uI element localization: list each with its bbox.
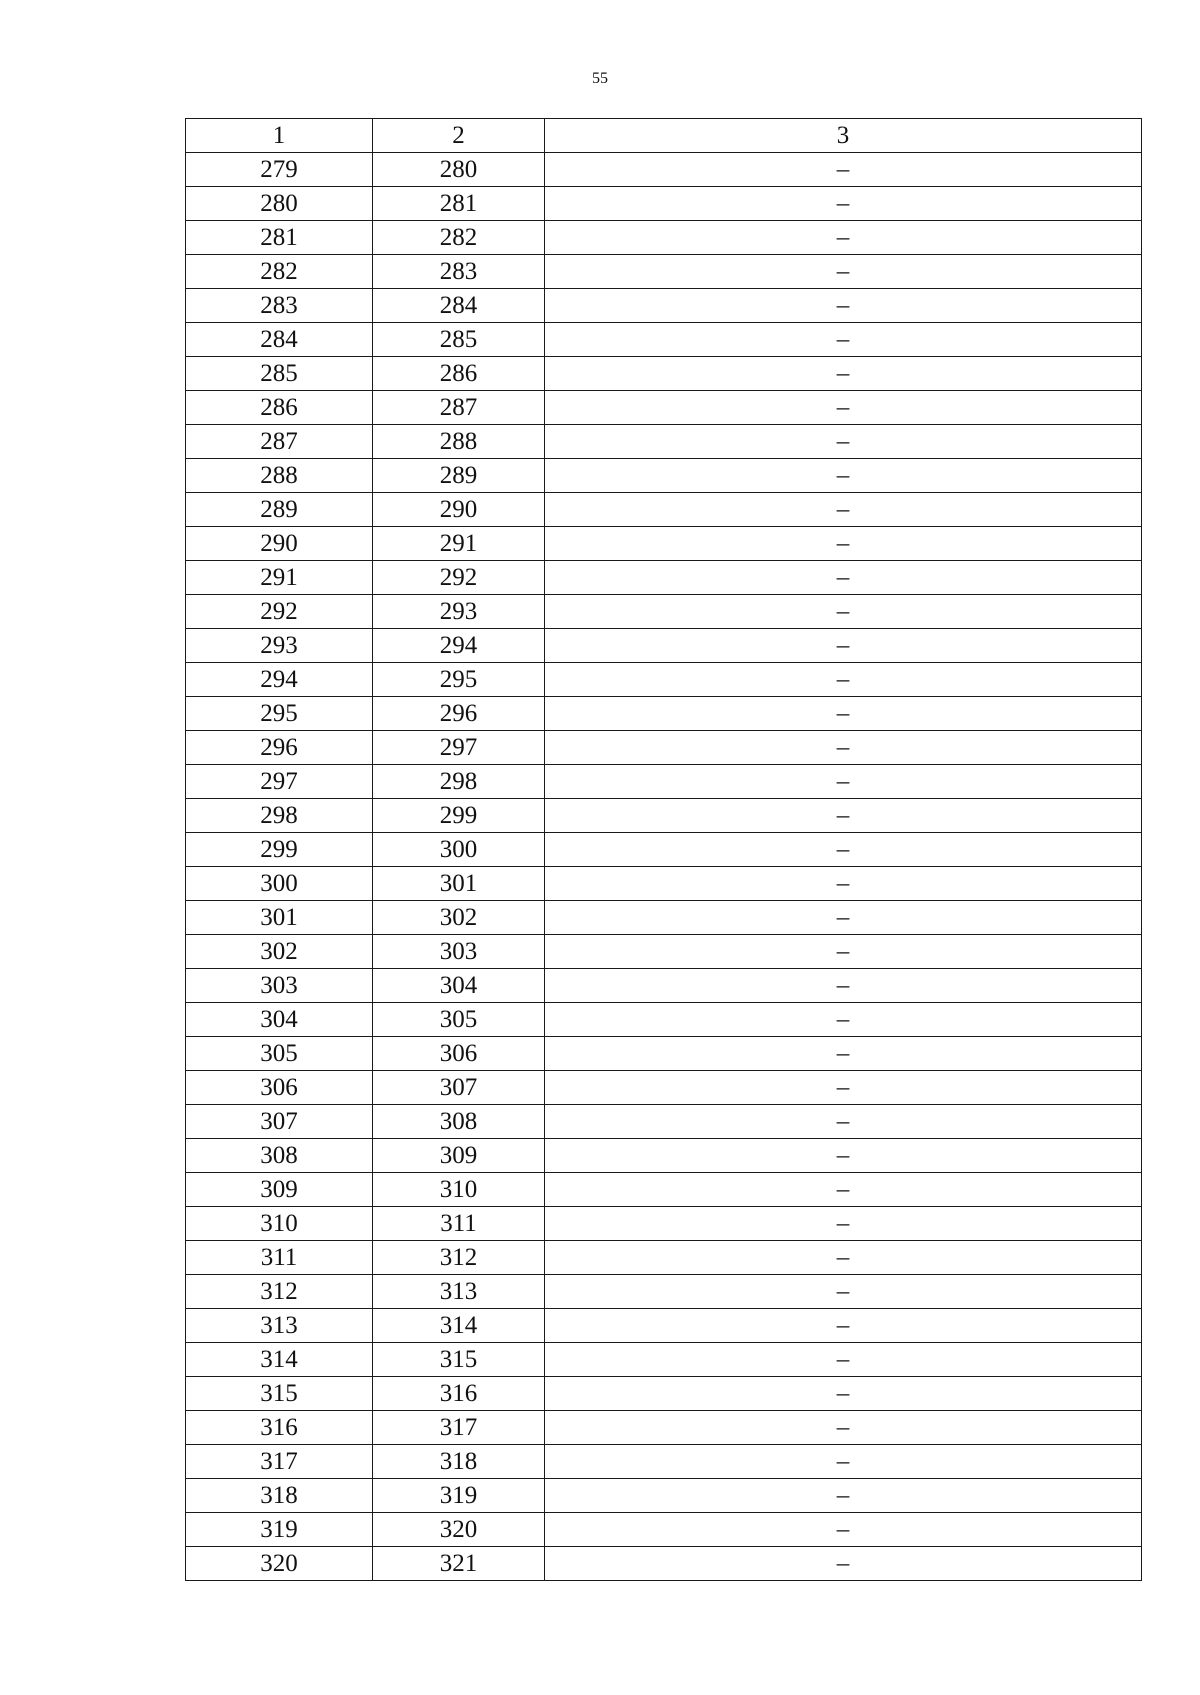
- table-cell-col-1: 320: [186, 1547, 373, 1581]
- table-cell-col-2: 314: [373, 1309, 545, 1343]
- table-cell-col-3: –: [545, 901, 1142, 935]
- table-row: [186, 289, 1142, 323]
- table-cell-col-1: 285: [186, 357, 373, 391]
- table-cell-col-1: 309: [186, 1173, 373, 1207]
- page-number: 55: [592, 70, 608, 87]
- table-cell-col-3: –: [545, 221, 1142, 255]
- table-cell-col-2: 309: [373, 1139, 545, 1173]
- table-cell-col-3: –: [545, 731, 1142, 765]
- table-row: [186, 697, 1142, 731]
- header-cell-col-3: 3: [545, 119, 1142, 153]
- table-cell-col-3: –: [545, 289, 1142, 323]
- table-row: [186, 153, 1142, 187]
- header-cell-col-1: 1: [186, 119, 373, 153]
- table-cell-col-1: 279: [186, 153, 373, 187]
- table-cell-col-3: –: [545, 1241, 1142, 1275]
- table-row: [186, 1037, 1142, 1071]
- table-cell-col-3: –: [545, 493, 1142, 527]
- table-row: [186, 935, 1142, 969]
- table-row: [186, 255, 1142, 289]
- table-row: [186, 1139, 1142, 1173]
- table-row: [186, 1105, 1142, 1139]
- table-cell-col-1: 296: [186, 731, 373, 765]
- table-cell-col-3: –: [545, 1105, 1142, 1139]
- table-cell-col-1: 288: [186, 459, 373, 493]
- table-row: [186, 1547, 1142, 1581]
- table-row: [186, 833, 1142, 867]
- table-cell-col-3: –: [545, 833, 1142, 867]
- table-cell-col-2: 286: [373, 357, 545, 391]
- table-cell-col-2: 307: [373, 1071, 545, 1105]
- table-cell-col-2: 316: [373, 1377, 545, 1411]
- table-row: [186, 1071, 1142, 1105]
- table-cell-col-3: –: [545, 561, 1142, 595]
- table-row: [186, 595, 1142, 629]
- table-cell-col-1: 295: [186, 697, 373, 731]
- table-cell-col-2: 303: [373, 935, 545, 969]
- table-cell-col-2: 288: [373, 425, 545, 459]
- table-row: [186, 357, 1142, 391]
- table-row: [186, 187, 1142, 221]
- table-cell-col-3: –: [545, 1037, 1142, 1071]
- table-cell-col-1: 312: [186, 1275, 373, 1309]
- table-cell-col-3: –: [545, 867, 1142, 901]
- table-cell-col-3: –: [545, 1377, 1142, 1411]
- table-cell-col-3: –: [545, 663, 1142, 697]
- table-cell-col-3: –: [545, 1513, 1142, 1547]
- table-cell-col-3: –: [545, 1207, 1142, 1241]
- table-row: [186, 1173, 1142, 1207]
- table-cell-col-3: –: [545, 1309, 1142, 1343]
- table-cell-col-2: 285: [373, 323, 545, 357]
- table-cell-col-1: 302: [186, 935, 373, 969]
- table-cell-col-2: 320: [373, 1513, 545, 1547]
- table-cell-col-2: 305: [373, 1003, 545, 1037]
- table-cell-col-3: –: [545, 1275, 1142, 1309]
- table-cell-col-1: 282: [186, 255, 373, 289]
- table-cell-col-1: 293: [186, 629, 373, 663]
- table-row: [186, 1377, 1142, 1411]
- table-cell-col-1: 294: [186, 663, 373, 697]
- table-cell-col-1: 289: [186, 493, 373, 527]
- table-cell-col-1: 290: [186, 527, 373, 561]
- table-cell-col-3: –: [545, 1547, 1142, 1581]
- table-cell-col-1: 306: [186, 1071, 373, 1105]
- table-cell-col-3: –: [545, 799, 1142, 833]
- header-cell-col-2: 2: [373, 119, 545, 153]
- table-row: [186, 1309, 1142, 1343]
- table-cell-col-2: 284: [373, 289, 545, 323]
- table-cell-col-3: –: [545, 187, 1142, 221]
- table-cell-col-2: 283: [373, 255, 545, 289]
- table-row: [186, 1411, 1142, 1445]
- table-row: [186, 221, 1142, 255]
- table-row: [186, 527, 1142, 561]
- table-cell-col-3: –: [545, 1445, 1142, 1479]
- table-cell-col-1: 305: [186, 1037, 373, 1071]
- table-cell-col-3: –: [545, 1139, 1142, 1173]
- table-cell-col-2: 319: [373, 1479, 545, 1513]
- table-cell-col-2: 308: [373, 1105, 545, 1139]
- table-cell-col-1: 301: [186, 901, 373, 935]
- table-cell-col-2: 304: [373, 969, 545, 1003]
- table-cell-col-2: 294: [373, 629, 545, 663]
- table-cell-col-2: 297: [373, 731, 545, 765]
- table-row: [186, 1513, 1142, 1547]
- table-cell-col-3: –: [545, 425, 1142, 459]
- table-body: [186, 119, 1142, 1581]
- table-cell-col-3: –: [545, 1003, 1142, 1037]
- table-cell-col-1: 292: [186, 595, 373, 629]
- table-row: [186, 1003, 1142, 1037]
- table-cell-col-1: 310: [186, 1207, 373, 1241]
- table-row: [186, 901, 1142, 935]
- table-cell-col-1: 307: [186, 1105, 373, 1139]
- table-cell-col-1: 298: [186, 799, 373, 833]
- table-cell-col-3: –: [545, 1071, 1142, 1105]
- table-cell-col-2: 289: [373, 459, 545, 493]
- table-cell-col-2: 312: [373, 1241, 545, 1275]
- table-cell-col-2: 301: [373, 867, 545, 901]
- table-cell-col-3: –: [545, 1479, 1142, 1513]
- table-cell-col-1: 313: [186, 1309, 373, 1343]
- table-cell-col-1: 304: [186, 1003, 373, 1037]
- table-cell-col-2: 287: [373, 391, 545, 425]
- table-cell-col-1: 317: [186, 1445, 373, 1479]
- table-row: [186, 561, 1142, 595]
- table-cell-col-3: –: [545, 1343, 1142, 1377]
- table-cell-col-3: –: [545, 255, 1142, 289]
- table-cell-col-3: –: [545, 935, 1142, 969]
- table-row: [186, 969, 1142, 1003]
- table-cell-col-2: 302: [373, 901, 545, 935]
- table-cell-col-2: 300: [373, 833, 545, 867]
- table-cell-col-1: 299: [186, 833, 373, 867]
- table-cell-col-1: 318: [186, 1479, 373, 1513]
- table-row: [186, 323, 1142, 357]
- table-row: [186, 1207, 1142, 1241]
- table-cell-col-1: 281: [186, 221, 373, 255]
- table-row: [186, 459, 1142, 493]
- table-cell-col-2: 291: [373, 527, 545, 561]
- table-cell-col-2: 315: [373, 1343, 545, 1377]
- table-cell-col-2: 293: [373, 595, 545, 629]
- table-cell-col-2: 310: [373, 1173, 545, 1207]
- table-cell-col-2: 299: [373, 799, 545, 833]
- table-row: [186, 629, 1142, 663]
- table-cell-col-2: 311: [373, 1207, 545, 1241]
- table-cell-col-1: 303: [186, 969, 373, 1003]
- table-row: [186, 391, 1142, 425]
- table-row: [186, 1241, 1142, 1275]
- table-cell-col-1: 280: [186, 187, 373, 221]
- table-cell-col-3: –: [545, 357, 1142, 391]
- table-row: [186, 1343, 1142, 1377]
- table-cell-col-2: 282: [373, 221, 545, 255]
- table-cell-col-2: 281: [373, 187, 545, 221]
- table-row: [186, 731, 1142, 765]
- table-cell-col-1: 287: [186, 425, 373, 459]
- table-cell-col-1: 283: [186, 289, 373, 323]
- table-cell-col-2: 296: [373, 697, 545, 731]
- table-cell-col-1: 319: [186, 1513, 373, 1547]
- table-cell-col-2: 318: [373, 1445, 545, 1479]
- table-cell-col-3: –: [545, 391, 1142, 425]
- table-cell-col-2: 321: [373, 1547, 545, 1581]
- table-cell-col-2: 290: [373, 493, 545, 527]
- table-row: [186, 1275, 1142, 1309]
- table-cell-col-3: –: [545, 323, 1142, 357]
- table-cell-col-1: 284: [186, 323, 373, 357]
- table-cell-col-2: 306: [373, 1037, 545, 1071]
- table-cell-col-1: 286: [186, 391, 373, 425]
- table-row: [186, 425, 1142, 459]
- table-cell-col-1: 291: [186, 561, 373, 595]
- table-cell-col-2: 295: [373, 663, 545, 697]
- table-row: [186, 799, 1142, 833]
- table-cell-col-1: 297: [186, 765, 373, 799]
- table-cell-col-1: 308: [186, 1139, 373, 1173]
- data-table: [185, 118, 1142, 1581]
- table-cell-col-3: –: [545, 969, 1142, 1003]
- table-cell-col-3: –: [545, 1411, 1142, 1445]
- table-cell-col-3: –: [545, 629, 1142, 663]
- table-row: [186, 1445, 1142, 1479]
- table-cell-col-1: 315: [186, 1377, 373, 1411]
- table-cell-col-3: –: [545, 1173, 1142, 1207]
- table-row: [186, 765, 1142, 799]
- table-cell-col-2: 317: [373, 1411, 545, 1445]
- table-cell-col-3: –: [545, 153, 1142, 187]
- table-row: [186, 663, 1142, 697]
- table-row: [186, 867, 1142, 901]
- table-cell-col-1: 311: [186, 1241, 373, 1275]
- table-cell-col-2: 298: [373, 765, 545, 799]
- table-cell-col-3: –: [545, 765, 1142, 799]
- table-cell-col-2: 280: [373, 153, 545, 187]
- table-cell-col-3: –: [545, 595, 1142, 629]
- table-cell-col-3: –: [545, 697, 1142, 731]
- table-cell-col-3: –: [545, 527, 1142, 561]
- table-row: [186, 1479, 1142, 1513]
- table-header-row: [186, 119, 1142, 153]
- table-cell-col-1: 300: [186, 867, 373, 901]
- table-cell-col-1: 314: [186, 1343, 373, 1377]
- table-row: [186, 493, 1142, 527]
- table-cell-col-2: 292: [373, 561, 545, 595]
- table-cell-col-1: 316: [186, 1411, 373, 1445]
- table-cell-col-3: –: [545, 459, 1142, 493]
- table-cell-col-2: 313: [373, 1275, 545, 1309]
